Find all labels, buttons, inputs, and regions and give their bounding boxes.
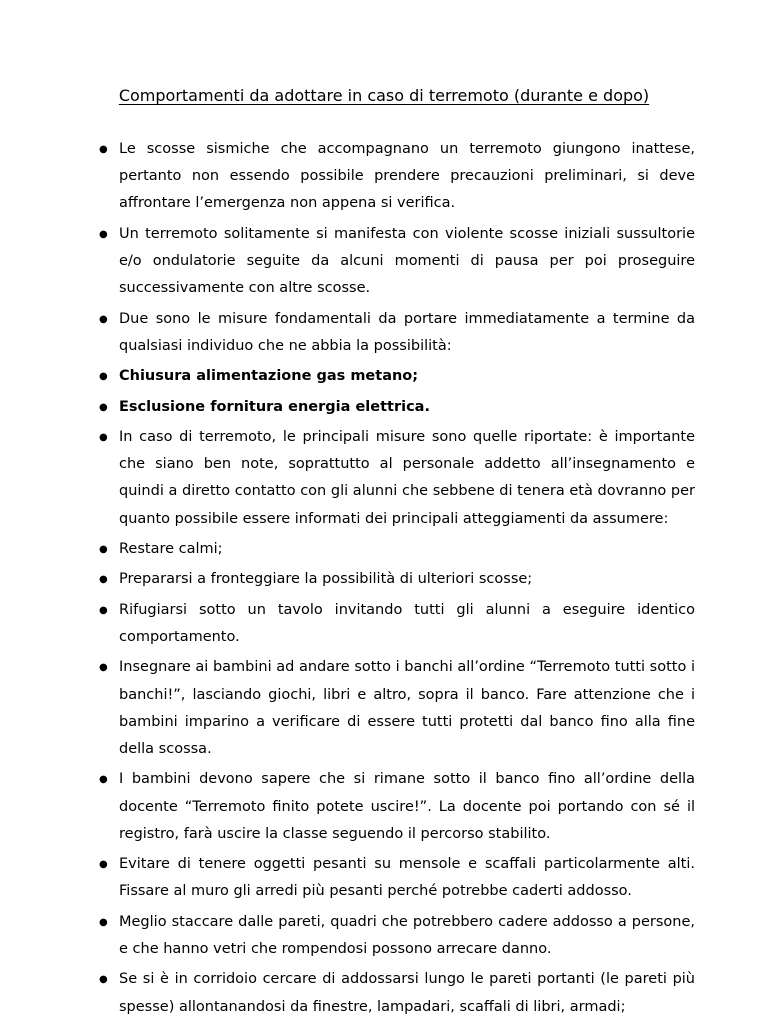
- document-title: Comportamenti da adottare in caso di terremoto (durante e dopo): [118, 86, 650, 105]
- bullet-icon: ●: [99, 401, 108, 413]
- list-item-text: In caso di terremoto, le principali misure sono quelle riportate: è importante che siano ben note, soprattutto al personale addetto all’insegnamento e quindi a diretto contatto con gli alunni che sebbene di tenera età dovranno per quanto possibile essere informati dei principali atteggiamenti da assumere:: [119, 428, 695, 527]
- list-item: [95, 536, 695, 563]
- list-item: [95, 851, 695, 905]
- bullet-icon: ●: [99, 431, 108, 443]
- list-item-text: Chiusura alimentazione gas metano;: [119, 368, 419, 385]
- bullet-icon: ●: [99, 313, 108, 325]
- list-item-text: Restare calmi;: [119, 540, 223, 557]
- bullet-icon: ●: [99, 144, 108, 155]
- bullet-icon: ●: [99, 228, 108, 240]
- list-item-text: Le scosse sismiche che accompagnano un terremoto giungono inattese, pertanto non essendo possibile prendere precauzioni preliminari, si deve affrontare l’emergenza non appena si verifica.: [119, 141, 695, 212]
- bullet-icon: ●: [99, 543, 108, 555]
- list-item-text: Meglio staccare dalle pareti, quadri che potrebbero cadere addosso a persone, e che hanno vetri che rompendosi possono arrecare danno.: [119, 913, 695, 957]
- list-item: [95, 766, 695, 848]
- list-item-text: Evitare di tenere oggetti pesanti su mensole e scaffali particolarmente alti. Fissare al muro gli arredi più pesanti perché potrebbe caderti addosso.: [119, 856, 695, 900]
- list-item-text: Prepararsi a fronteggiare la possibilità di ulteriori scosse;: [119, 571, 533, 588]
- list-item-text: Due sono le misure fondamentali da portare immediatamente a termine da qualsiasi individuo che ne abbia la possibilità:: [119, 310, 695, 354]
- list-item: [95, 597, 695, 651]
- list-item: [95, 136, 695, 218]
- list-item: [95, 394, 695, 421]
- list-item: [95, 566, 695, 593]
- bullet-icon: ●: [99, 574, 108, 586]
- bullet-icon: ●: [99, 859, 108, 871]
- bullet-icon: ●: [99, 371, 108, 383]
- bullet-icon: ●: [99, 974, 108, 986]
- list-item-text: Se si è in corridoio cercare di addossarsi lungo le pareti portanti (le pareti più spesse) allontanandosi da finestre, lampadari, scaffali di libri, armadi;: [119, 971, 695, 1015]
- list-item-text: I bambini devono sapere che si rimane sotto il banco fino all’ordine della docente “Terremoto finito potete uscire!”. La docente poi portando con sé il registro, farà uscire la classe seguendo il percorso stabilito.: [119, 771, 695, 842]
- list-item: [95, 654, 695, 763]
- list-item-text: Esclusione fornitura energia elettrica.: [119, 398, 430, 415]
- bullet-icon: ●: [99, 662, 108, 674]
- list-item-text: Insegnare ai bambini ad andare sotto i banchi all’ordine “Terremoto tutti sotto i banchi!”, lasciando giochi, libri e altro, sopra il banco. Fare attenzione che i bambini imparino a verificare di essere tutti protetti dal banco fino alla fine della scossa.: [119, 659, 695, 757]
- list-item: [95, 424, 695, 533]
- bullet-icon: ●: [99, 604, 108, 616]
- list-item: [95, 909, 695, 963]
- list-item: [95, 363, 695, 390]
- list-item: [95, 221, 695, 303]
- bullet-list: [95, 136, 695, 1024]
- list-item-text: Rifugiarsi sotto un tavolo invitando tutti gli alunni a eseguire identico comportamento.: [119, 601, 695, 645]
- list-item: [95, 306, 695, 360]
- list-item-text: Un terremoto solitamente si manifesta con violente scosse iniziali sussultorie e/o ondulatorie seguite da alcuni momenti di pausa per poi proseguire successivamente con altre scosse.: [119, 225, 695, 297]
- bullet-icon: ●: [99, 916, 108, 928]
- bullet-icon: ●: [99, 774, 108, 786]
